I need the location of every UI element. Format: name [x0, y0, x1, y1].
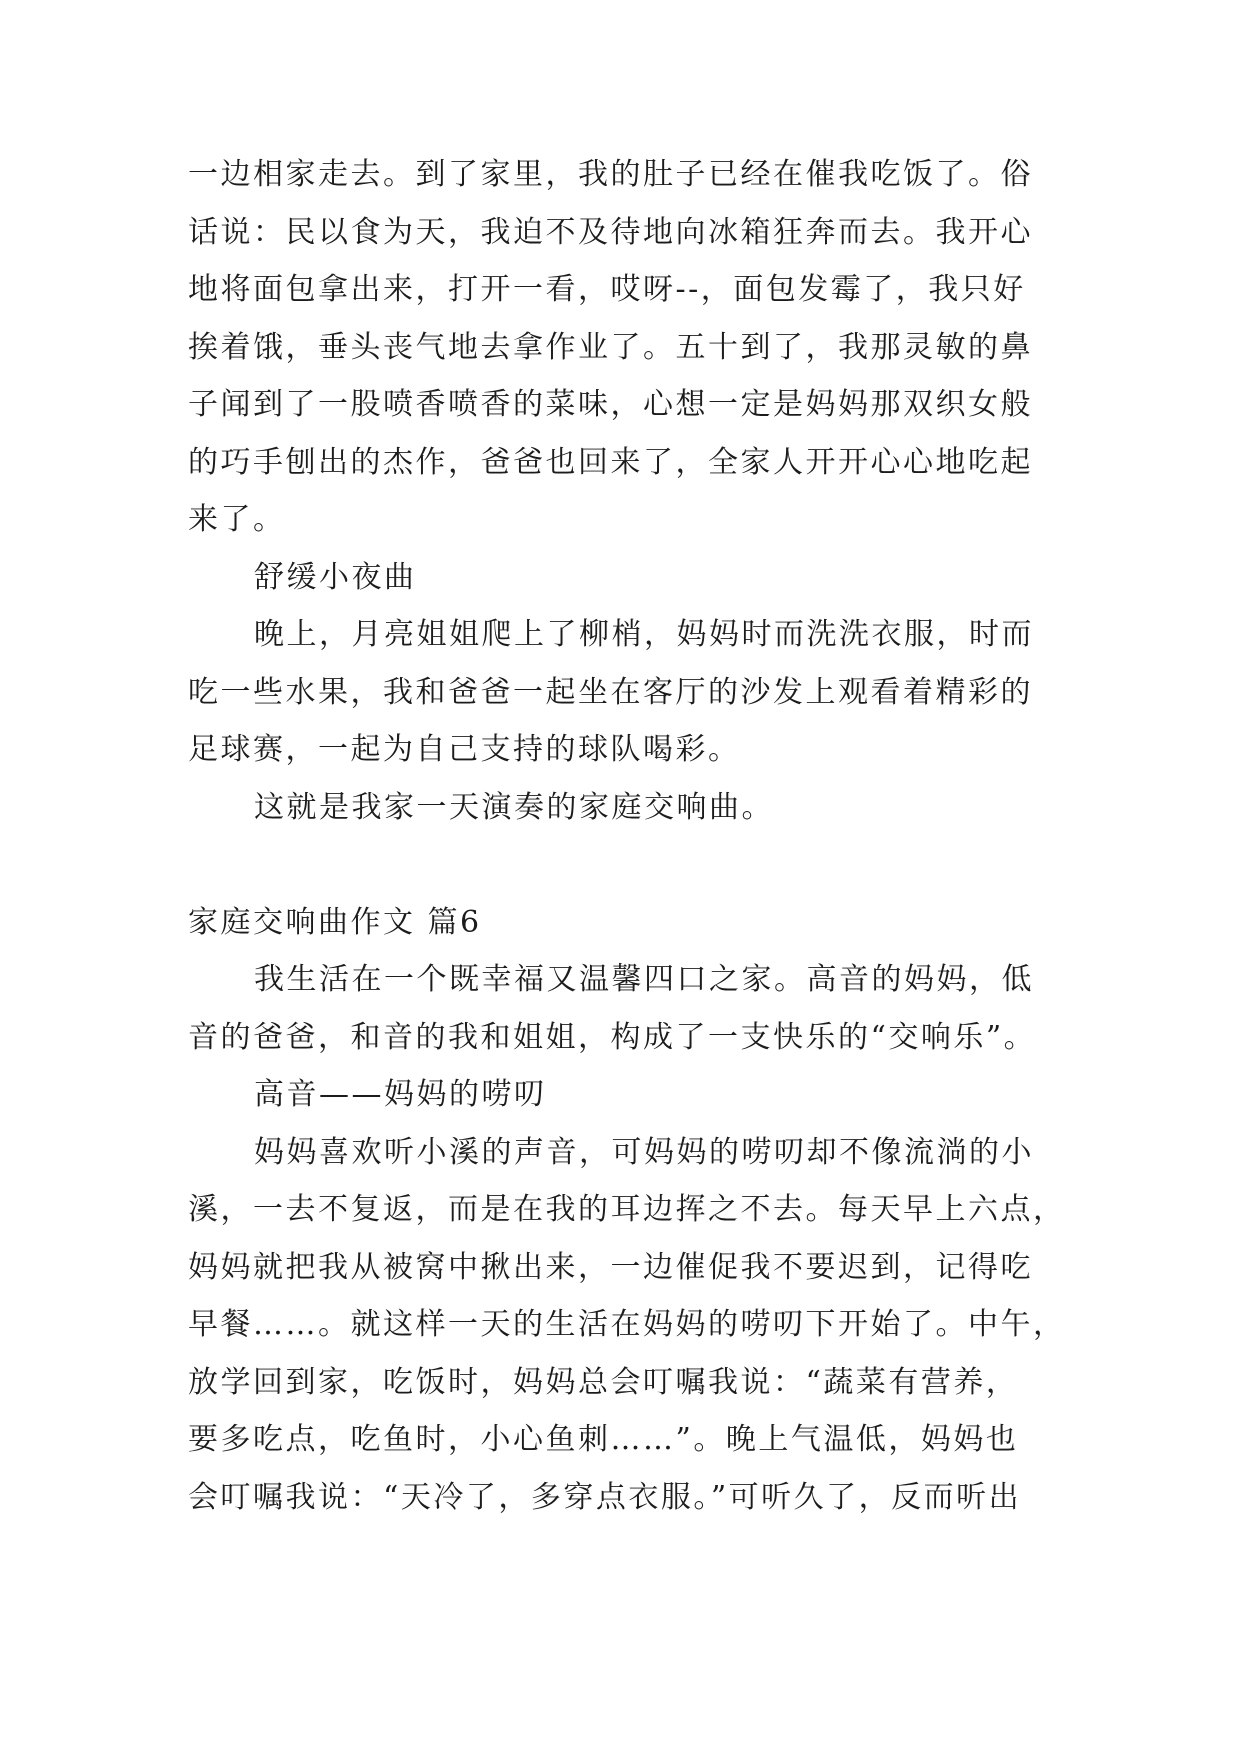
subheading: 高音——妈妈的唠叨: [254, 1077, 547, 1112]
text-line: 的巧手刨出的杰作，爸爸也回来了，全家人开开心心地吃起: [188, 444, 1033, 480]
text-line: 地将面包拿出来，打开一看，哎呀--，面包发霉了，我只好: [188, 272, 1026, 307]
section-title: 家庭交响曲作文 篇6: [188, 904, 482, 940]
text-line: 放学回到家，吃饭时，妈妈总会叮嘱我说：“蔬菜有营养，: [188, 1364, 1019, 1400]
text-line: 早餐……。就这样一天的生活在妈妈的唠叨下开始了。中午，: [188, 1307, 1066, 1342]
paragraph: [188, 606, 1068, 779]
paragraph: [188, 1124, 1068, 1527]
text-line: 我生活在一个既幸福又温馨四口之家。高音的妈妈，低: [254, 962, 1034, 997]
text-line: 妈妈就把我从被窝中揪出来，一边催促我不要迟到，记得吃: [188, 1249, 1033, 1285]
paragraph: [188, 146, 1068, 549]
text-line: 来了。: [188, 502, 286, 537]
text-line: 音的爸爸，和音的我和姐姐，构成了一支快乐的“交响乐”。: [188, 1019, 1037, 1055]
section-spacer: [188, 836, 1068, 894]
text-line: 足球赛，一起为自己支持的球队喝彩。: [188, 732, 741, 767]
closing-paragraph: 这就是我家一天演奏的家庭交响曲。: [254, 789, 774, 825]
text-line: 会叮嘱我说：“天冷了，多穿点衣服。”可听久了，反而听出: [188, 1479, 1022, 1515]
text-line: 晚上，月亮姐姐爬上了柳梢，妈妈时而洗洗衣服，时而: [254, 617, 1034, 652]
text-line: 子闻到了一股喷香喷香的菜味，心想一定是妈妈那双织女般: [188, 387, 1033, 422]
subheading: 舒缓小夜曲: [254, 559, 417, 595]
text-line: 话说：民以食为天，我迫不及待地向冰箱狂奔而去。我开心: [188, 214, 1033, 250]
document-body: [188, 146, 1068, 1526]
text-line: 要多吃点，吃鱼时，小心鱼刺……”。晚上气温低，妈妈也: [188, 1422, 1019, 1457]
text-line: 一边相家走去。到了家里，我的肚子已经在催我吃饭了。俗: [188, 157, 1033, 192]
text-line: 吃一些水果，我和爸爸一起坐在客厅的沙发上观看着精彩的: [188, 674, 1033, 710]
text-line: 挨着饿，垂头丧气地去拿作业了。五十到了，我那灵敏的鼻: [188, 329, 1033, 365]
text-line: 溪，一去不复返，而是在我的耳边挥之不去。每天早上六点，: [188, 1192, 1066, 1227]
paragraph: [188, 951, 1068, 1066]
text-line: 妈妈喜欢听小溪的声音，可妈妈的唠叨却不像流淌的小: [254, 1134, 1034, 1170]
